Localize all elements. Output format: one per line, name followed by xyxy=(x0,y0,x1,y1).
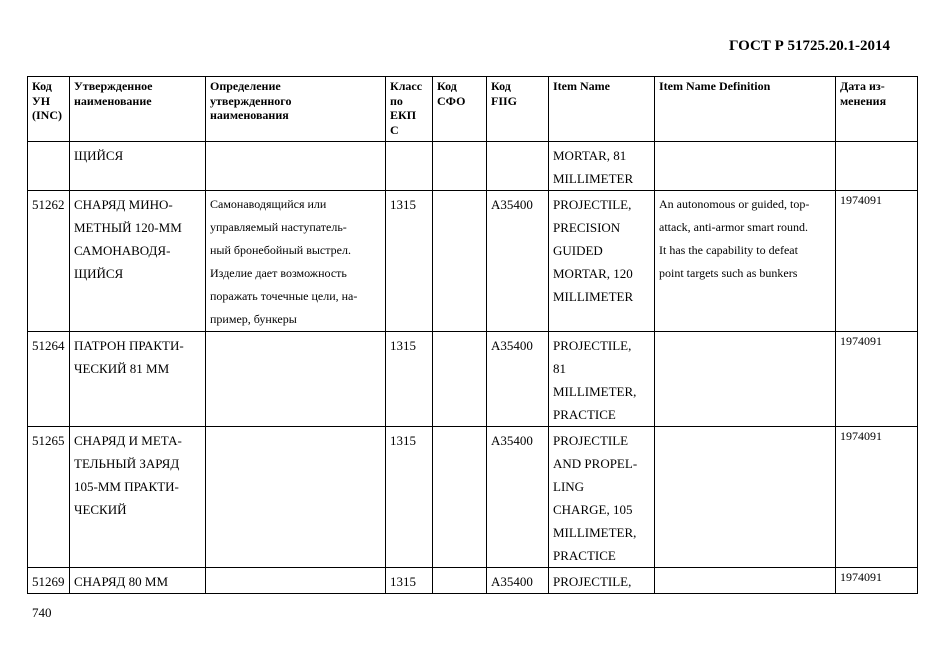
fiig-cell: A35400 xyxy=(487,191,549,332)
header-line: Код xyxy=(32,79,52,93)
cell-line: ТЕЛЬНЫЙ ЗАРЯД xyxy=(74,456,180,471)
header-line: СФО xyxy=(437,93,466,108)
header-line: Утвержденное xyxy=(74,79,153,93)
header-line: по xyxy=(390,93,403,108)
cell-line: ный бронебойный выстрел. xyxy=(210,243,351,257)
header-line: (INC) xyxy=(32,108,62,122)
sfo-cell xyxy=(433,142,487,191)
definition-cell xyxy=(206,142,386,191)
item-name-cell xyxy=(549,427,655,568)
cell-line: PRACTICE xyxy=(553,407,616,422)
col-header-sfo xyxy=(433,77,487,142)
item-definition-cell xyxy=(655,427,836,568)
sfo-cell xyxy=(433,191,487,332)
cell-line: САМОНАВОДЯ- xyxy=(74,243,171,258)
sfo-cell xyxy=(433,568,487,594)
header-line: С xyxy=(390,122,399,137)
sfo-cell xyxy=(433,332,487,427)
fiig-cell: A35400 xyxy=(487,568,549,594)
code-cell xyxy=(28,142,70,191)
cell-line: MILLIMETER xyxy=(553,171,634,186)
header-line: ЕКП xyxy=(390,108,417,122)
item-name-cell xyxy=(549,332,655,427)
page-number: 740 xyxy=(32,605,52,620)
classification-table xyxy=(27,76,918,594)
cell-line: Самонаводящийся или xyxy=(210,197,327,211)
fiig-cell: A35400 xyxy=(487,332,549,427)
cell-line: 105-ММ ПРАКТИ- xyxy=(74,479,179,494)
table-row xyxy=(28,332,918,427)
date-cell: 1974091 xyxy=(836,191,918,332)
col-header-code xyxy=(28,77,70,142)
cell-line: ЩИЙСЯ xyxy=(74,266,124,281)
header-line: наименования xyxy=(210,108,289,122)
cell-line: An autonomous or guided, top- xyxy=(659,197,810,211)
date-cell xyxy=(836,142,918,191)
item-definition-cell xyxy=(655,568,836,594)
fiig-cell xyxy=(487,142,549,191)
item-name-cell xyxy=(549,568,655,594)
name-cell xyxy=(70,191,206,332)
header-line: Item Name Definition xyxy=(659,79,771,93)
cell-line: ЩИЙСЯ xyxy=(74,148,124,163)
cell-line: GUIDED xyxy=(553,243,603,258)
name-cell xyxy=(70,568,206,594)
cell-line: PROJECTILE, xyxy=(553,197,632,212)
class-cell: 1315 xyxy=(386,191,433,332)
date-cell: 1974091 xyxy=(836,568,918,594)
cell-line: СНАРЯД 80 ММ xyxy=(74,574,169,589)
table-row xyxy=(28,427,918,568)
header-line: наименование xyxy=(74,93,152,108)
date-cell: 1974091 xyxy=(836,332,918,427)
col-header-name xyxy=(70,77,206,142)
item-name-cell xyxy=(549,142,655,191)
item-name-cell xyxy=(549,191,655,332)
cell-line: MORTAR, 81 xyxy=(553,148,627,163)
col-header-class xyxy=(386,77,433,142)
cell-line: ПАТРОН ПРАКТИ- xyxy=(74,338,184,353)
sfo-cell xyxy=(433,427,487,568)
header-line: Дата из- xyxy=(840,79,885,93)
date-cell: 1974091 xyxy=(836,427,918,568)
class-cell xyxy=(386,142,433,191)
definition-cell xyxy=(206,568,386,594)
code-cell: 51264 xyxy=(28,332,70,427)
cell-line: управляемый наступатель- xyxy=(210,220,347,234)
table-row xyxy=(28,568,918,594)
definition-cell xyxy=(206,427,386,568)
cell-line: ЧЕСКИЙ xyxy=(74,502,127,517)
cell-line: MORTAR, 120 xyxy=(553,266,633,281)
cell-line: CHARGE, 105 xyxy=(553,502,633,517)
col-header-date xyxy=(836,77,918,142)
cell-line: PROJECTILE xyxy=(553,433,629,448)
cell-line: PROJECTILE, xyxy=(553,574,632,589)
code-cell: 51265 xyxy=(28,427,70,568)
fiig-cell: A35400 xyxy=(487,427,549,568)
cell-line: MILLIMETER xyxy=(553,289,634,304)
item-definition-cell xyxy=(655,142,836,191)
cell-line: поражать точечные цели, на- xyxy=(210,289,358,303)
cell-line: 81 xyxy=(553,361,566,376)
name-cell xyxy=(70,427,206,568)
cell-line: PROJECTILE, xyxy=(553,338,632,353)
table-header-row xyxy=(28,77,918,142)
header-line: Код xyxy=(437,79,457,93)
cell-line: PRECISION xyxy=(553,220,621,235)
table-row xyxy=(28,142,918,191)
cell-line: LING xyxy=(553,479,585,494)
header-line: УН xyxy=(32,93,51,108)
cell-line: ЧЕСКИЙ 81 ММ xyxy=(74,361,170,376)
header-line: утвержденного xyxy=(210,93,292,108)
cell-line: PRACTICE xyxy=(553,548,616,563)
item-definition-cell xyxy=(655,332,836,427)
definition-cell xyxy=(206,191,386,332)
cell-line: МЕТНЫЙ 120-ММ xyxy=(74,220,182,235)
cell-line: It has the capability to defeat xyxy=(659,243,798,257)
name-cell xyxy=(70,332,206,427)
code-cell: 51262 xyxy=(28,191,70,332)
cell-line: Изделие дает возможность xyxy=(210,266,347,280)
cell-line: СНАРЯД МИНО- xyxy=(74,197,173,212)
item-definition-cell xyxy=(655,191,836,332)
class-cell: 1315 xyxy=(386,332,433,427)
col-header-fiig xyxy=(487,77,549,142)
header-line: Item Name xyxy=(553,79,610,93)
header-line: Определение xyxy=(210,79,281,93)
header-line: Код xyxy=(491,79,511,93)
cell-line: пример, бункеры xyxy=(210,312,297,326)
cell-line: MILLIMETER, xyxy=(553,384,637,399)
header-line: менения xyxy=(840,93,887,108)
cell-line: point targets such as bunkers xyxy=(659,266,798,280)
cell-line: MILLIMETER, xyxy=(553,525,637,540)
col-header-item-definition xyxy=(655,77,836,142)
col-header-item-name xyxy=(549,77,655,142)
class-cell: 1315 xyxy=(386,568,433,594)
code-cell: 51269 xyxy=(28,568,70,594)
header-line: FIIG xyxy=(491,93,518,108)
definition-cell xyxy=(206,332,386,427)
col-header-definition xyxy=(206,77,386,142)
cell-line: attack, anti-armor smart round. xyxy=(659,220,808,234)
cell-line: СНАРЯД И МЕТА- xyxy=(74,433,182,448)
document-code: ГОСТ Р 51725.20.1-2014 xyxy=(728,38,890,54)
class-cell: 1315 xyxy=(386,427,433,568)
name-cell xyxy=(70,142,206,191)
header-line: Класс xyxy=(390,79,423,93)
cell-line: AND PROPEL- xyxy=(553,456,638,471)
table-row xyxy=(28,191,918,332)
